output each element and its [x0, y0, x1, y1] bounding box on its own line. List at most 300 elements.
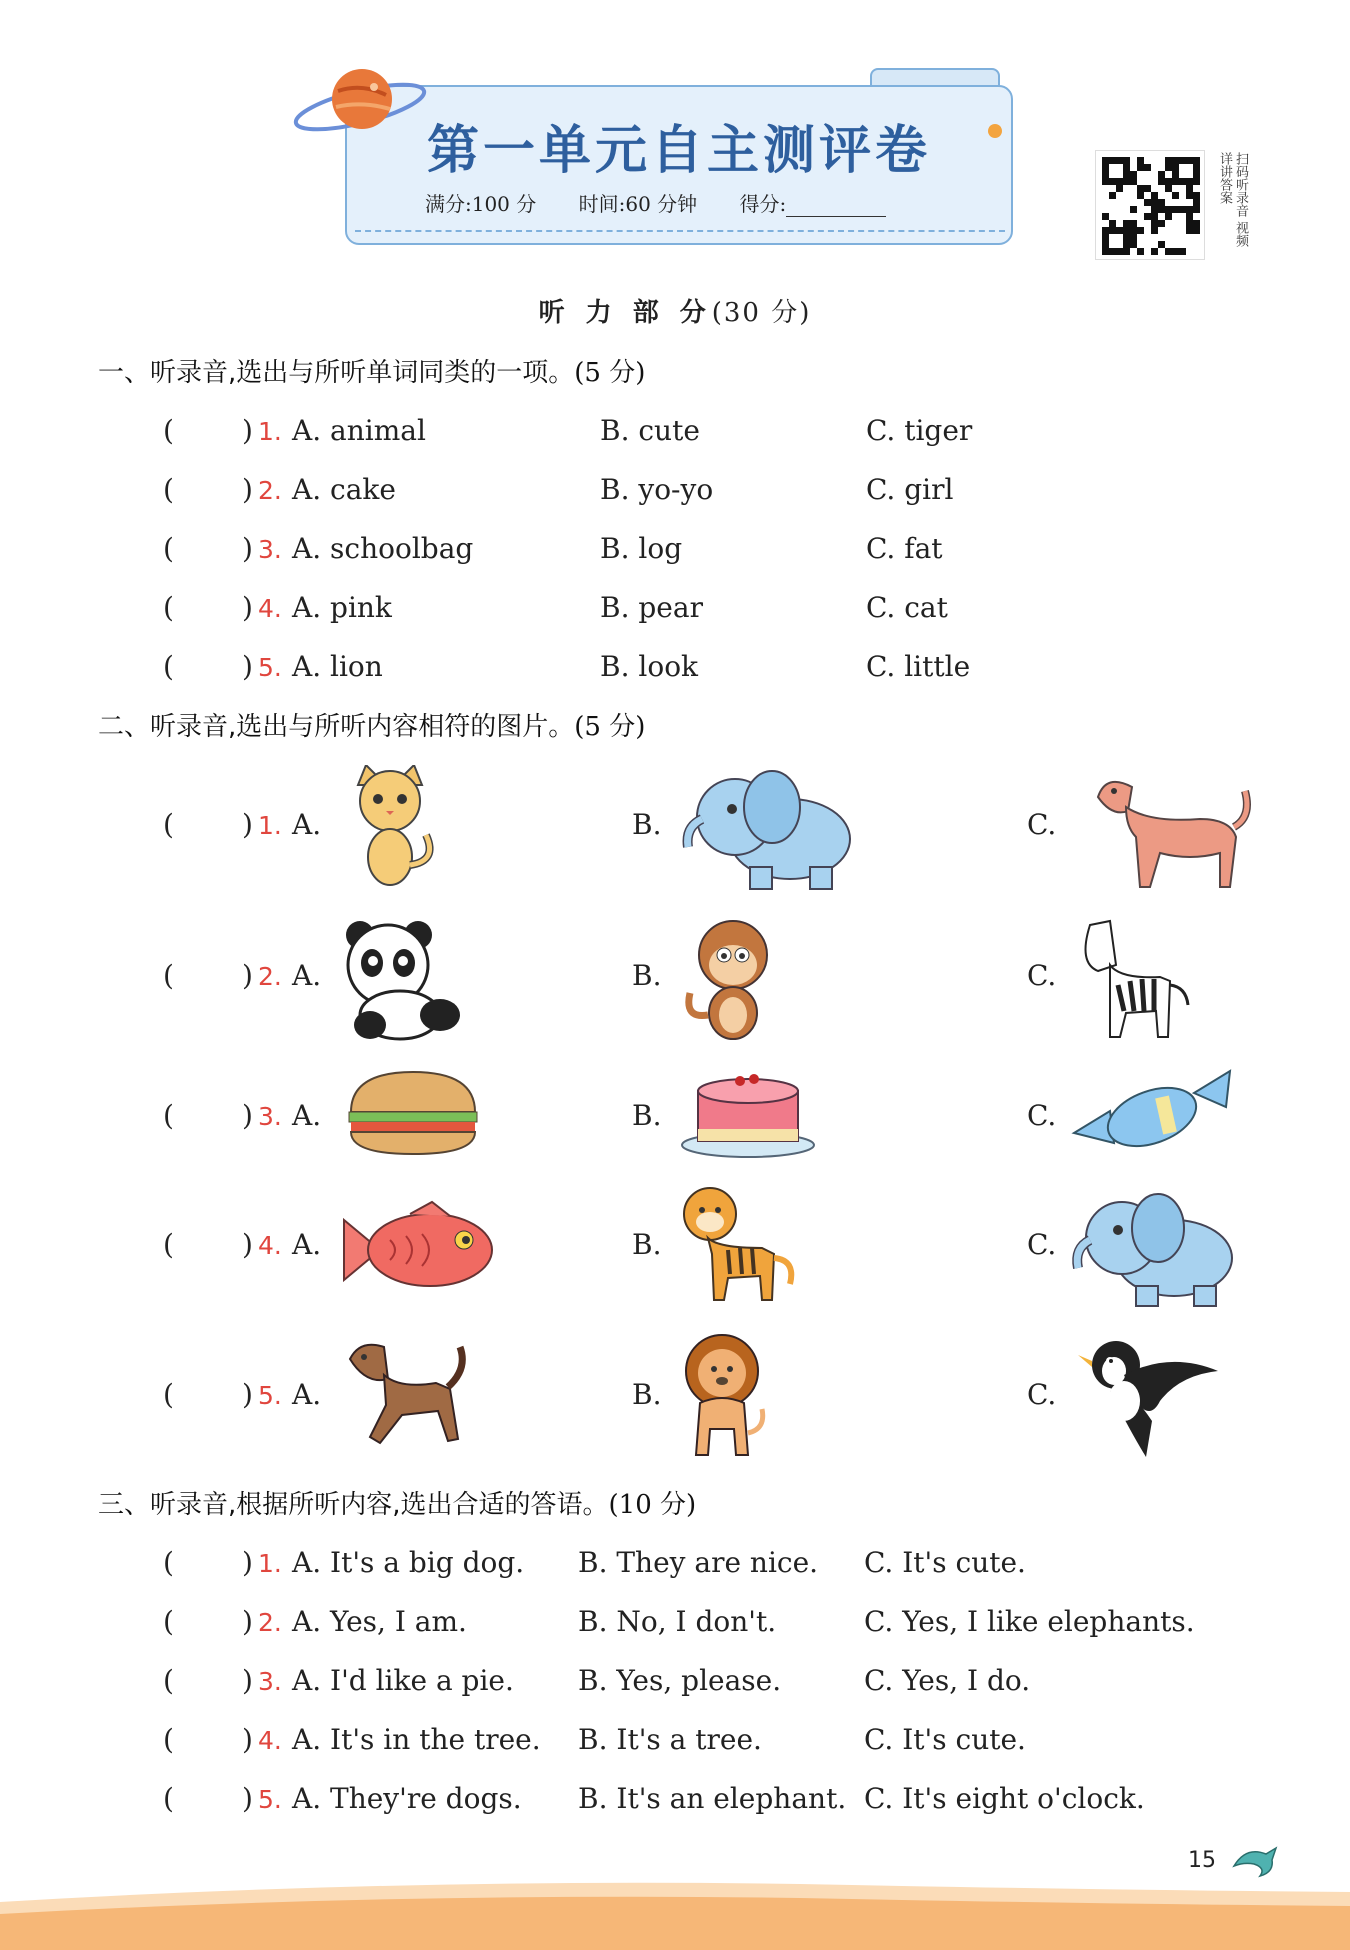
qr-module [1179, 220, 1186, 227]
qr-module [1158, 241, 1165, 248]
answer-paren-close: ) [242, 1723, 253, 1756]
time-limit: 时间:60 分钟 [578, 192, 698, 216]
option-a[interactable]: A. lion [292, 650, 383, 683]
bird-picture[interactable] [1070, 1331, 1220, 1461]
section3-points: (10 分) [608, 1490, 697, 1520]
qr-module [1193, 213, 1200, 220]
qr-module [1116, 178, 1123, 185]
qr-module [1151, 213, 1158, 220]
qr-module [1144, 220, 1151, 227]
qr-module [1116, 234, 1123, 241]
qr-module [1186, 220, 1193, 227]
qr-module [1102, 164, 1109, 171]
qr-module [1158, 213, 1165, 220]
qr-module [1137, 206, 1144, 213]
answer-paren-close: ) [242, 808, 253, 841]
qr-module [1193, 157, 1200, 164]
qr-module [1102, 227, 1109, 234]
qr-module [1172, 199, 1179, 206]
qr-module [1151, 185, 1158, 192]
qr-module [1186, 185, 1193, 192]
qr-module [1172, 241, 1179, 248]
qr-module [1165, 185, 1172, 192]
qr-module [1158, 171, 1165, 178]
qr-module [1102, 171, 1109, 178]
score-blank[interactable] [786, 199, 886, 217]
option-a[interactable]: A. It's a big dog. [292, 1546, 525, 1579]
qr-module [1130, 157, 1137, 164]
item-number: 5. [258, 1785, 282, 1814]
answer-paren-open[interactable]: ( [163, 1605, 174, 1638]
qr-module [1137, 157, 1144, 164]
qr-module [1193, 220, 1200, 227]
qr-module [1172, 171, 1179, 178]
qr-module [1165, 199, 1172, 206]
qr-pattern [1102, 157, 1200, 255]
answer-paren-open[interactable]: ( [163, 808, 174, 841]
qr-module [1109, 157, 1116, 164]
qr-module [1151, 206, 1158, 213]
qr-module [1193, 199, 1200, 206]
qr-module [1137, 220, 1144, 227]
horse-picture[interactable] [340, 1339, 470, 1454]
qr-module [1172, 185, 1179, 192]
answer-paren-close: ) [242, 959, 253, 992]
qr-module [1144, 234, 1151, 241]
qr-module [1102, 248, 1109, 255]
qr-module [1151, 248, 1158, 255]
qr-module [1193, 248, 1200, 255]
answer-paren-close: ) [242, 1378, 253, 1411]
qr-module [1165, 227, 1172, 234]
panda-picture[interactable] [340, 915, 475, 1045]
candy-picture[interactable] [1070, 1067, 1235, 1157]
qr-code[interactable] [1095, 150, 1205, 260]
qr-module [1151, 220, 1158, 227]
qr-module [1109, 171, 1116, 178]
qr-module [1144, 241, 1151, 248]
qr-module [1179, 192, 1186, 199]
option-b[interactable]: B. Yes, please. [578, 1664, 782, 1697]
qr-module [1137, 241, 1144, 248]
option-c[interactable]: C. Yes, I do. [864, 1664, 1031, 1697]
answer-paren-open[interactable]: ( [163, 1546, 174, 1579]
monkey-picture[interactable] [678, 915, 788, 1045]
qr-module [1179, 185, 1186, 192]
qr-module [1102, 234, 1109, 241]
qr-module [1137, 178, 1144, 185]
answer-paren-open[interactable]: ( [163, 1664, 174, 1697]
option-a-label: A. [292, 959, 322, 992]
score-label: 得分: [739, 192, 787, 216]
qr-module [1151, 157, 1158, 164]
option-b[interactable]: B. log [600, 532, 683, 565]
item-number: 5. [258, 1381, 282, 1410]
item-number: 4. [258, 1726, 282, 1755]
qr-module [1186, 157, 1193, 164]
qr-module [1123, 157, 1130, 164]
qr-module [1102, 178, 1109, 185]
page-title: 第一单元自主测评卷 [426, 121, 931, 181]
option-c[interactable]: C. little [866, 650, 971, 683]
qr-module [1137, 185, 1144, 192]
option-a[interactable]: A. animal [292, 414, 426, 447]
fish-picture[interactable] [340, 1200, 500, 1300]
qr-module [1151, 164, 1158, 171]
section1-title [98, 352, 645, 389]
qr-module [1179, 178, 1186, 185]
qr-module [1158, 157, 1165, 164]
qr-module [1102, 213, 1109, 220]
qr-module [1179, 206, 1186, 213]
qr-module [1165, 241, 1172, 248]
answer-paren-close: ) [242, 1782, 253, 1815]
option-c[interactable]: C. fat [866, 532, 943, 565]
part-points: (30 分) [711, 298, 812, 328]
qr-module [1116, 157, 1123, 164]
qr-module [1116, 206, 1123, 213]
qr-module [1137, 248, 1144, 255]
qr-module [1151, 199, 1158, 206]
qr-module [1130, 227, 1137, 234]
qr-module [1123, 185, 1130, 192]
section1-points: (5 分) [574, 358, 646, 388]
qr-module [1144, 213, 1151, 220]
qr-module [1109, 199, 1116, 206]
qr-module [1144, 227, 1151, 234]
option-b-label: B. [632, 808, 662, 841]
answer-paren-open[interactable]: ( [163, 959, 174, 992]
qr-module [1130, 164, 1137, 171]
option-b[interactable]: B. It's a tree. [578, 1723, 762, 1756]
option-c[interactable]: C. It's eight o'clock. [864, 1782, 1145, 1815]
qr-module [1137, 234, 1144, 241]
lion-picture[interactable] [678, 1333, 768, 1458]
answer-paren-open[interactable]: ( [163, 473, 174, 506]
qr-module [1144, 164, 1151, 171]
option-b-label: B. [632, 1099, 662, 1132]
answer-paren-open[interactable]: ( [163, 1782, 174, 1815]
option-c-label: C. [1027, 808, 1057, 841]
item-number: 4. [258, 1231, 282, 1260]
page-number: 15 [1188, 1848, 1216, 1873]
qr-module [1116, 213, 1123, 220]
qr-module [1193, 192, 1200, 199]
qr-module [1158, 227, 1165, 234]
qr-module [1123, 164, 1130, 171]
option-a-label: A. [292, 1099, 322, 1132]
qr-module [1144, 199, 1151, 206]
answer-paren-open[interactable]: ( [163, 414, 174, 447]
item-number: 1. [258, 1549, 282, 1578]
qr-module [1109, 164, 1116, 171]
qr-module [1193, 206, 1200, 213]
qr-module [1165, 248, 1172, 255]
qr-module [1172, 192, 1179, 199]
banner-divider [355, 230, 1005, 232]
qr-module [1130, 178, 1137, 185]
qr-module [1130, 199, 1137, 206]
qr-module [1109, 206, 1116, 213]
qr-module [1144, 206, 1151, 213]
qr-module [1109, 248, 1116, 255]
qr-module [1193, 178, 1200, 185]
answer-paren-close: ) [242, 532, 253, 565]
qr-module [1186, 213, 1193, 220]
option-a[interactable]: A. schoolbag [292, 532, 474, 565]
option-a[interactable]: A. They're dogs. [292, 1782, 522, 1815]
cake-picture[interactable] [678, 1065, 818, 1160]
qr-module [1116, 171, 1123, 178]
qr-module [1116, 192, 1123, 199]
item-number: 2. [258, 1608, 282, 1637]
dog-picture[interactable] [1070, 767, 1255, 892]
qr-module [1116, 227, 1123, 234]
qr-module [1165, 178, 1172, 185]
option-c[interactable]: C. tiger [866, 414, 973, 447]
qr-module [1123, 206, 1130, 213]
qr-module [1158, 248, 1165, 255]
answer-paren-open[interactable]: ( [163, 650, 174, 683]
qr-module [1186, 171, 1193, 178]
option-b-label: B. [632, 959, 662, 992]
qr-module [1151, 171, 1158, 178]
section2-points: (5 分) [574, 712, 646, 742]
qr-module [1165, 234, 1172, 241]
answer-paren-close: ) [242, 414, 253, 447]
qr-module [1123, 248, 1130, 255]
option-c-label: C. [1027, 1099, 1057, 1132]
item-number: 1. [258, 811, 282, 840]
qr-module [1116, 185, 1123, 192]
qr-caption: 扫码听录音 视频详讲答案 [1217, 152, 1248, 248]
answer-paren-open[interactable]: ( [163, 532, 174, 565]
qr-module [1130, 234, 1137, 241]
qr-module [1179, 227, 1186, 234]
qr-module [1102, 206, 1109, 213]
tiger-picture[interactable] [678, 1184, 803, 1304]
item-number: 3. [258, 1667, 282, 1696]
option-c-label: C. [1027, 1378, 1057, 1411]
qr-module [1165, 171, 1172, 178]
option-b[interactable]: B. yo-yo [600, 473, 714, 506]
qr-module [1144, 171, 1151, 178]
part-title-text: 听 力 部 分 [538, 298, 712, 328]
qr-module [1151, 241, 1158, 248]
qr-module [1165, 213, 1172, 220]
option-a[interactable]: A. It's in the tree. [292, 1723, 541, 1756]
qr-module [1102, 241, 1109, 248]
qr-module [1137, 192, 1144, 199]
qr-module [1179, 248, 1186, 255]
option-b[interactable]: B. look [600, 650, 699, 683]
qr-module [1116, 164, 1123, 171]
option-b[interactable]: B. It's an elephant. [578, 1782, 847, 1815]
elephant-picture[interactable] [680, 767, 865, 892]
qr-module [1144, 178, 1151, 185]
qr-module [1109, 227, 1116, 234]
qr-module [1116, 220, 1123, 227]
option-b[interactable]: B. pear [600, 591, 703, 624]
item-number: 4. [258, 594, 282, 623]
answer-paren-open[interactable]: ( [163, 1723, 174, 1756]
qr-module [1116, 248, 1123, 255]
option-a-label: A. [292, 1378, 322, 1411]
qr-module [1179, 213, 1186, 220]
qr-module [1179, 241, 1186, 248]
qr-module [1165, 220, 1172, 227]
qr-module [1151, 192, 1158, 199]
answer-paren-close: ) [242, 1228, 253, 1261]
qr-module [1193, 227, 1200, 234]
exam-meta [425, 188, 922, 217]
qr-module [1102, 199, 1109, 206]
qr-module [1179, 171, 1186, 178]
option-a[interactable]: A. cake [292, 473, 396, 506]
qr-module [1123, 241, 1130, 248]
qr-module [1186, 178, 1193, 185]
qr-module [1172, 234, 1179, 241]
qr-module [1144, 157, 1151, 164]
qr-module [1165, 164, 1172, 171]
qr-module [1172, 206, 1179, 213]
option-b-label: B. [632, 1378, 662, 1411]
option-a[interactable]: A. Yes, I am. [292, 1605, 467, 1638]
option-c-label: C. [1027, 959, 1057, 992]
qr-module [1137, 227, 1144, 234]
qr-module [1102, 157, 1109, 164]
option-a-label: A. [292, 808, 322, 841]
qr-module [1165, 206, 1172, 213]
part-title [0, 292, 1350, 329]
option-a-label: A. [292, 1228, 322, 1261]
item-number: 5. [258, 653, 282, 682]
answer-paren-open[interactable]: ( [163, 1099, 174, 1132]
qr-module [1123, 199, 1130, 206]
answer-paren-close: ) [242, 1546, 253, 1579]
answer-paren-open[interactable]: ( [163, 1228, 174, 1261]
cat-picture[interactable] [340, 765, 440, 890]
qr-module [1144, 248, 1151, 255]
qr-module [1144, 192, 1151, 199]
option-c[interactable]: C. Yes, I like elephants. [864, 1605, 1195, 1638]
option-b-label: B. [632, 1228, 662, 1261]
qr-module [1193, 241, 1200, 248]
section2-title-text: 二、听录音,选出与所听内容相符的图片。 [98, 712, 575, 742]
answer-paren-open[interactable]: ( [163, 591, 174, 624]
qr-module [1172, 227, 1179, 234]
full-marks: 满分:100 分 [425, 192, 537, 216]
score-field [740, 192, 887, 216]
qr-module [1130, 248, 1137, 255]
qr-module [1172, 157, 1179, 164]
qr-module [1158, 234, 1165, 241]
section3-title [98, 1484, 696, 1521]
qr-module [1158, 164, 1165, 171]
qr-module [1186, 227, 1193, 234]
item-number: 3. [258, 535, 282, 564]
qr-module [1130, 185, 1137, 192]
option-c[interactable]: C. It's cute. [864, 1723, 1026, 1756]
qr-module [1130, 241, 1137, 248]
qr-module [1193, 185, 1200, 192]
qr-module [1109, 241, 1116, 248]
qr-module [1130, 171, 1137, 178]
qr-module [1151, 178, 1158, 185]
option-c[interactable]: C. girl [866, 473, 954, 506]
option-b[interactable]: B. cute [600, 414, 700, 447]
qr-module [1172, 213, 1179, 220]
qr-module [1123, 171, 1130, 178]
footer-wave [0, 1862, 1350, 1950]
qr-module [1193, 164, 1200, 171]
qr-module [1123, 234, 1130, 241]
answer-paren-open[interactable]: ( [163, 1378, 174, 1411]
qr-module [1137, 171, 1144, 178]
elephant-picture[interactable] [1070, 1190, 1245, 1310]
item-number: 3. [258, 1102, 282, 1131]
option-a[interactable]: A. pink [292, 591, 392, 624]
qr-module [1137, 199, 1144, 206]
qr-module [1116, 199, 1123, 206]
qr-module [1109, 185, 1116, 192]
qr-module [1151, 227, 1158, 234]
qr-module [1123, 178, 1130, 185]
zebra-picture[interactable] [1070, 915, 1195, 1045]
qr-module [1179, 199, 1186, 206]
item-number: 1. [258, 417, 282, 446]
qr-module [1172, 178, 1179, 185]
qr-module [1123, 227, 1130, 234]
option-b[interactable]: B. No, I don't. [578, 1605, 777, 1638]
qr-module [1137, 164, 1144, 171]
qr-module [1158, 199, 1165, 206]
qr-module [1165, 157, 1172, 164]
qr-module [1137, 213, 1144, 220]
qr-module [1158, 220, 1165, 227]
qr-module [1123, 220, 1130, 227]
qr-module [1193, 171, 1200, 178]
qr-module [1144, 185, 1151, 192]
qr-module [1172, 164, 1179, 171]
qr-module [1151, 234, 1158, 241]
qr-module [1172, 248, 1179, 255]
item-number: 2. [258, 962, 282, 991]
option-c[interactable]: C. cat [866, 591, 948, 624]
qr-module [1186, 199, 1193, 206]
qr-module [1130, 206, 1137, 213]
qr-module [1102, 192, 1109, 199]
qr-module [1158, 192, 1165, 199]
option-a[interactable]: A. I'd like a pie. [292, 1664, 514, 1697]
option-b[interactable]: B. They are nice. [578, 1546, 819, 1579]
qr-module [1109, 220, 1116, 227]
qr-module [1179, 164, 1186, 171]
qr-module [1130, 213, 1137, 220]
qr-module [1116, 241, 1123, 248]
option-c[interactable]: C. It's cute. [864, 1546, 1026, 1579]
answer-paren-close: ) [242, 1664, 253, 1697]
answer-paren-close: ) [242, 1099, 253, 1132]
qr-module [1123, 192, 1130, 199]
qr-module [1179, 157, 1186, 164]
answer-paren-close: ) [242, 473, 253, 506]
section3-title-text: 三、听录音,根据所听内容,选出合适的答语。 [98, 1490, 609, 1520]
qr-module [1186, 248, 1193, 255]
hamburger-picture[interactable] [345, 1068, 480, 1158]
qr-module [1165, 192, 1172, 199]
qr-module [1102, 185, 1109, 192]
